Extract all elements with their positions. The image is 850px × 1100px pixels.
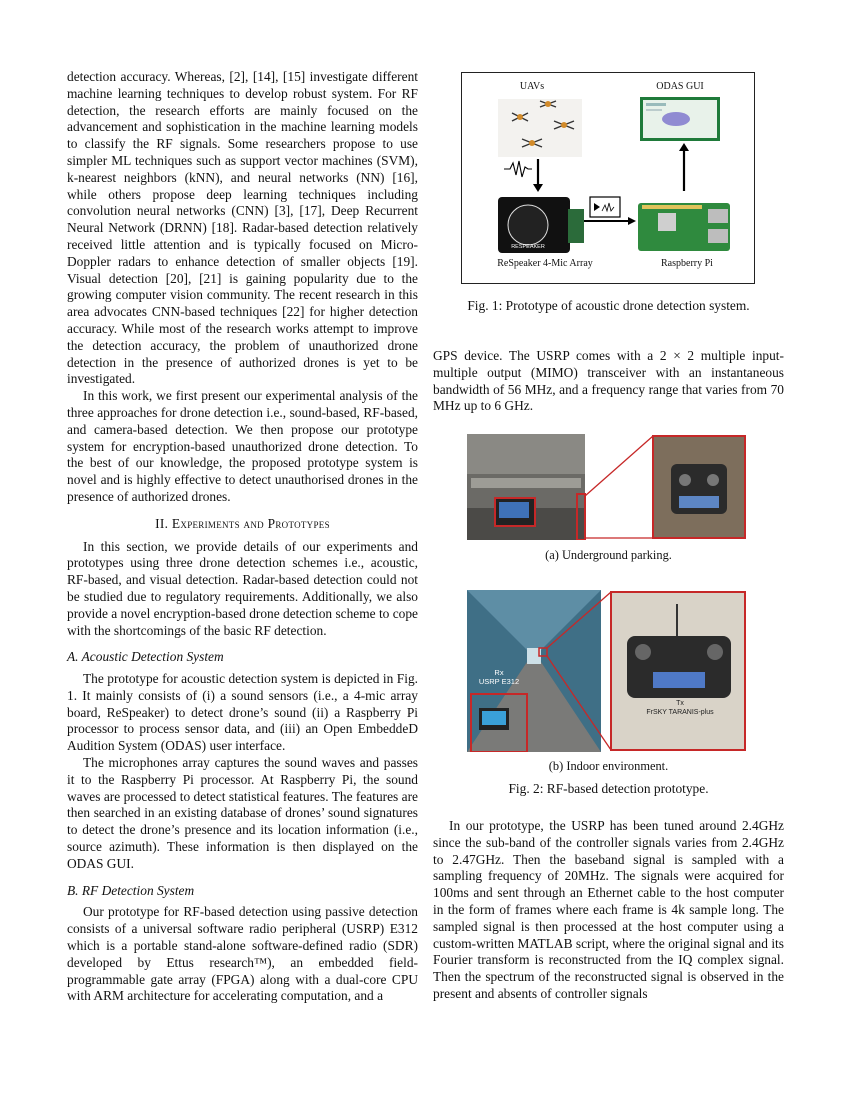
figure-2b bbox=[467, 590, 747, 752]
figure-2a bbox=[467, 434, 747, 540]
figure-2b-subcaption: (b) Indoor environment. bbox=[548, 759, 669, 773]
underground-parking-photo bbox=[467, 434, 747, 540]
tx-label-group bbox=[617, 700, 743, 717]
right-column-bottom bbox=[433, 818, 784, 1003]
paragraph: In our prototype, the USRP has been tuned around 2.4GHz since the sub-band of the controller signals varies from 2.4GHz to 2.47GHz. Then the baseband signal is sampled with a sampling frequency of 20MHz. The signals were acquired for 100ms and sent through an Ethernet cable to the host computer in the form of frames where each frame is 4k sample long. The sampled signal is then processed at the host computer using a custom-written MATLAB script, where the original signal and its Fourier transform is reconstructed from the IQ complex signal. Then the spectrum of the reconstructed signal is observed in the present and absents of controller signals bbox=[433, 818, 784, 1001]
acoustic-system-diagram bbox=[462, 73, 754, 283]
sound-wave-icon bbox=[504, 161, 532, 177]
section-heading: II. Experiments and Prototypes bbox=[155, 515, 330, 531]
figure-1-caption: Fig. 1: Prototype of acoustic drone detection system. bbox=[467, 298, 750, 313]
signal-processing-icon bbox=[584, 197, 636, 225]
rx-device: USRP E312 bbox=[478, 677, 520, 686]
figure-2-caption: Fig. 2: RF-based detection prototype. bbox=[508, 781, 709, 796]
rx-label-group bbox=[469, 668, 529, 686]
respeaker-label: ReSpeaker 4-Mic Array bbox=[497, 258, 593, 269]
raspberry-pi-board bbox=[638, 203, 730, 251]
paragraph: In this work, we first present our experimental analysis of the three approaches for drone detection i.e., sound-based, RF-based, and camera-based detection. We then propose our prototype system for encryption-based unauthorized drone detection. To the best of our knowledge, the proposed prototype system is novel and is highly effective to detect unauthorised drones in the presence of authorized drones. bbox=[67, 388, 418, 504]
tx-device: FrSKY TARANIS-plus bbox=[646, 708, 714, 716]
paragraph: The microphones array captures the sound waves and passes it to the Raspberry Pi processor. At Raspberry Pi, the sound waves are processed to detect statistical features. The features are then searched in an existing database of drones’ sound signatures to detect the drone’s presence and its location information (i.e., source azimuth). These information is then displayed on the ODAS GUI. bbox=[67, 755, 418, 871]
odas-gui-label: ODAS GUI bbox=[656, 81, 704, 92]
respeaker-board bbox=[498, 197, 584, 253]
rx-label: Rx bbox=[494, 668, 504, 677]
left-column bbox=[67, 69, 418, 1005]
odas-gui-screenshot bbox=[640, 97, 720, 141]
uavs-photo bbox=[498, 99, 582, 157]
subsection-heading: A. Acoustic Detection System bbox=[67, 649, 224, 665]
board-text: RESPEAKER bbox=[511, 244, 545, 250]
figure-2a-subcaption: (a) Underground parking. bbox=[545, 548, 672, 562]
paragraph: detection accuracy. Whereas, [2], [14], [15] investigate different machine learning techniques to develop robust system. For RF detection, the research efforts are mainly focused on the advancement and sophistication in the machine learning models to classify the RF signals. Some researchers propose to use simpler ML techniques such as support vector machines (SVM), k-nearest neighbors (kNN), and neural networks (NN) [16], while others propose deep learning techniques including convolution neural networks (CNN) [3], [17], Deep Recurrent Neural Network (DRNN) [18]. Radar-based detection relatively received little attention and is typically focused on Micro-Doppler radars to enhance detection of smaller objects [19]. Visual detection [20], [21] is gaining popularity due to the growing computer vision community. The recent research in this area advocates CNN-based techniques [22] for higher detection accuracy. While most of the research works attempt to improve the detection accuracy, the problem of unauthorized drone detection in the presence of authorized drones is yet to be investigated. bbox=[67, 69, 418, 387]
paragraph: GPS device. The USRP comes with a 2 × 2 multiple input-multiple output (MIMO) transceiver with an instantaneous bandwidth of 56 MHz, and a frequency range that varies from 70 MHz up to 6 GHz. bbox=[433, 348, 784, 414]
paragraph: The prototype for acoustic detection system is depicted in Fig. 1. It mainly consists of (i) a sound sensors (i.e., a 4-mic array board, ReSpeaker) to detect drone’s sound (ii) a Raspberry Pi processor to process sensor data, and (iii) an Open EmbeddeD Audition System (ODAS) user interface. bbox=[67, 671, 418, 754]
raspberry-pi-label: Raspberry Pi bbox=[661, 258, 713, 269]
paragraph: In this section, we provide details of our experiments and prototypes using three drone detection schemes i.e., acoustic, RF-based, and visual detection. Radar-based detection could not be studied due to regulatory requirements. Additionally, we also provide a novel encryption-based drone detection scheme to cope with the shortcomings of the basic RF detection. bbox=[67, 538, 419, 638]
right-column-top bbox=[433, 348, 784, 415]
subsection-heading: B. RF Detection System bbox=[67, 882, 195, 898]
uavs-label: UAVs bbox=[519, 81, 545, 92]
paragraph: Our prototype for RF-based detection using passive detection consists of a universal software radio peripheral (USRP) E312 which is a portable stand-alone software-defined radio (SDR) developed by Ettus research™), an embedded field-programmable gate array (FPGA) along with a dual-core CPU with ARM architecture for accelerating computation, and a bbox=[67, 904, 418, 1004]
tx-label: Tx bbox=[676, 700, 684, 707]
figure-1 bbox=[461, 72, 755, 284]
